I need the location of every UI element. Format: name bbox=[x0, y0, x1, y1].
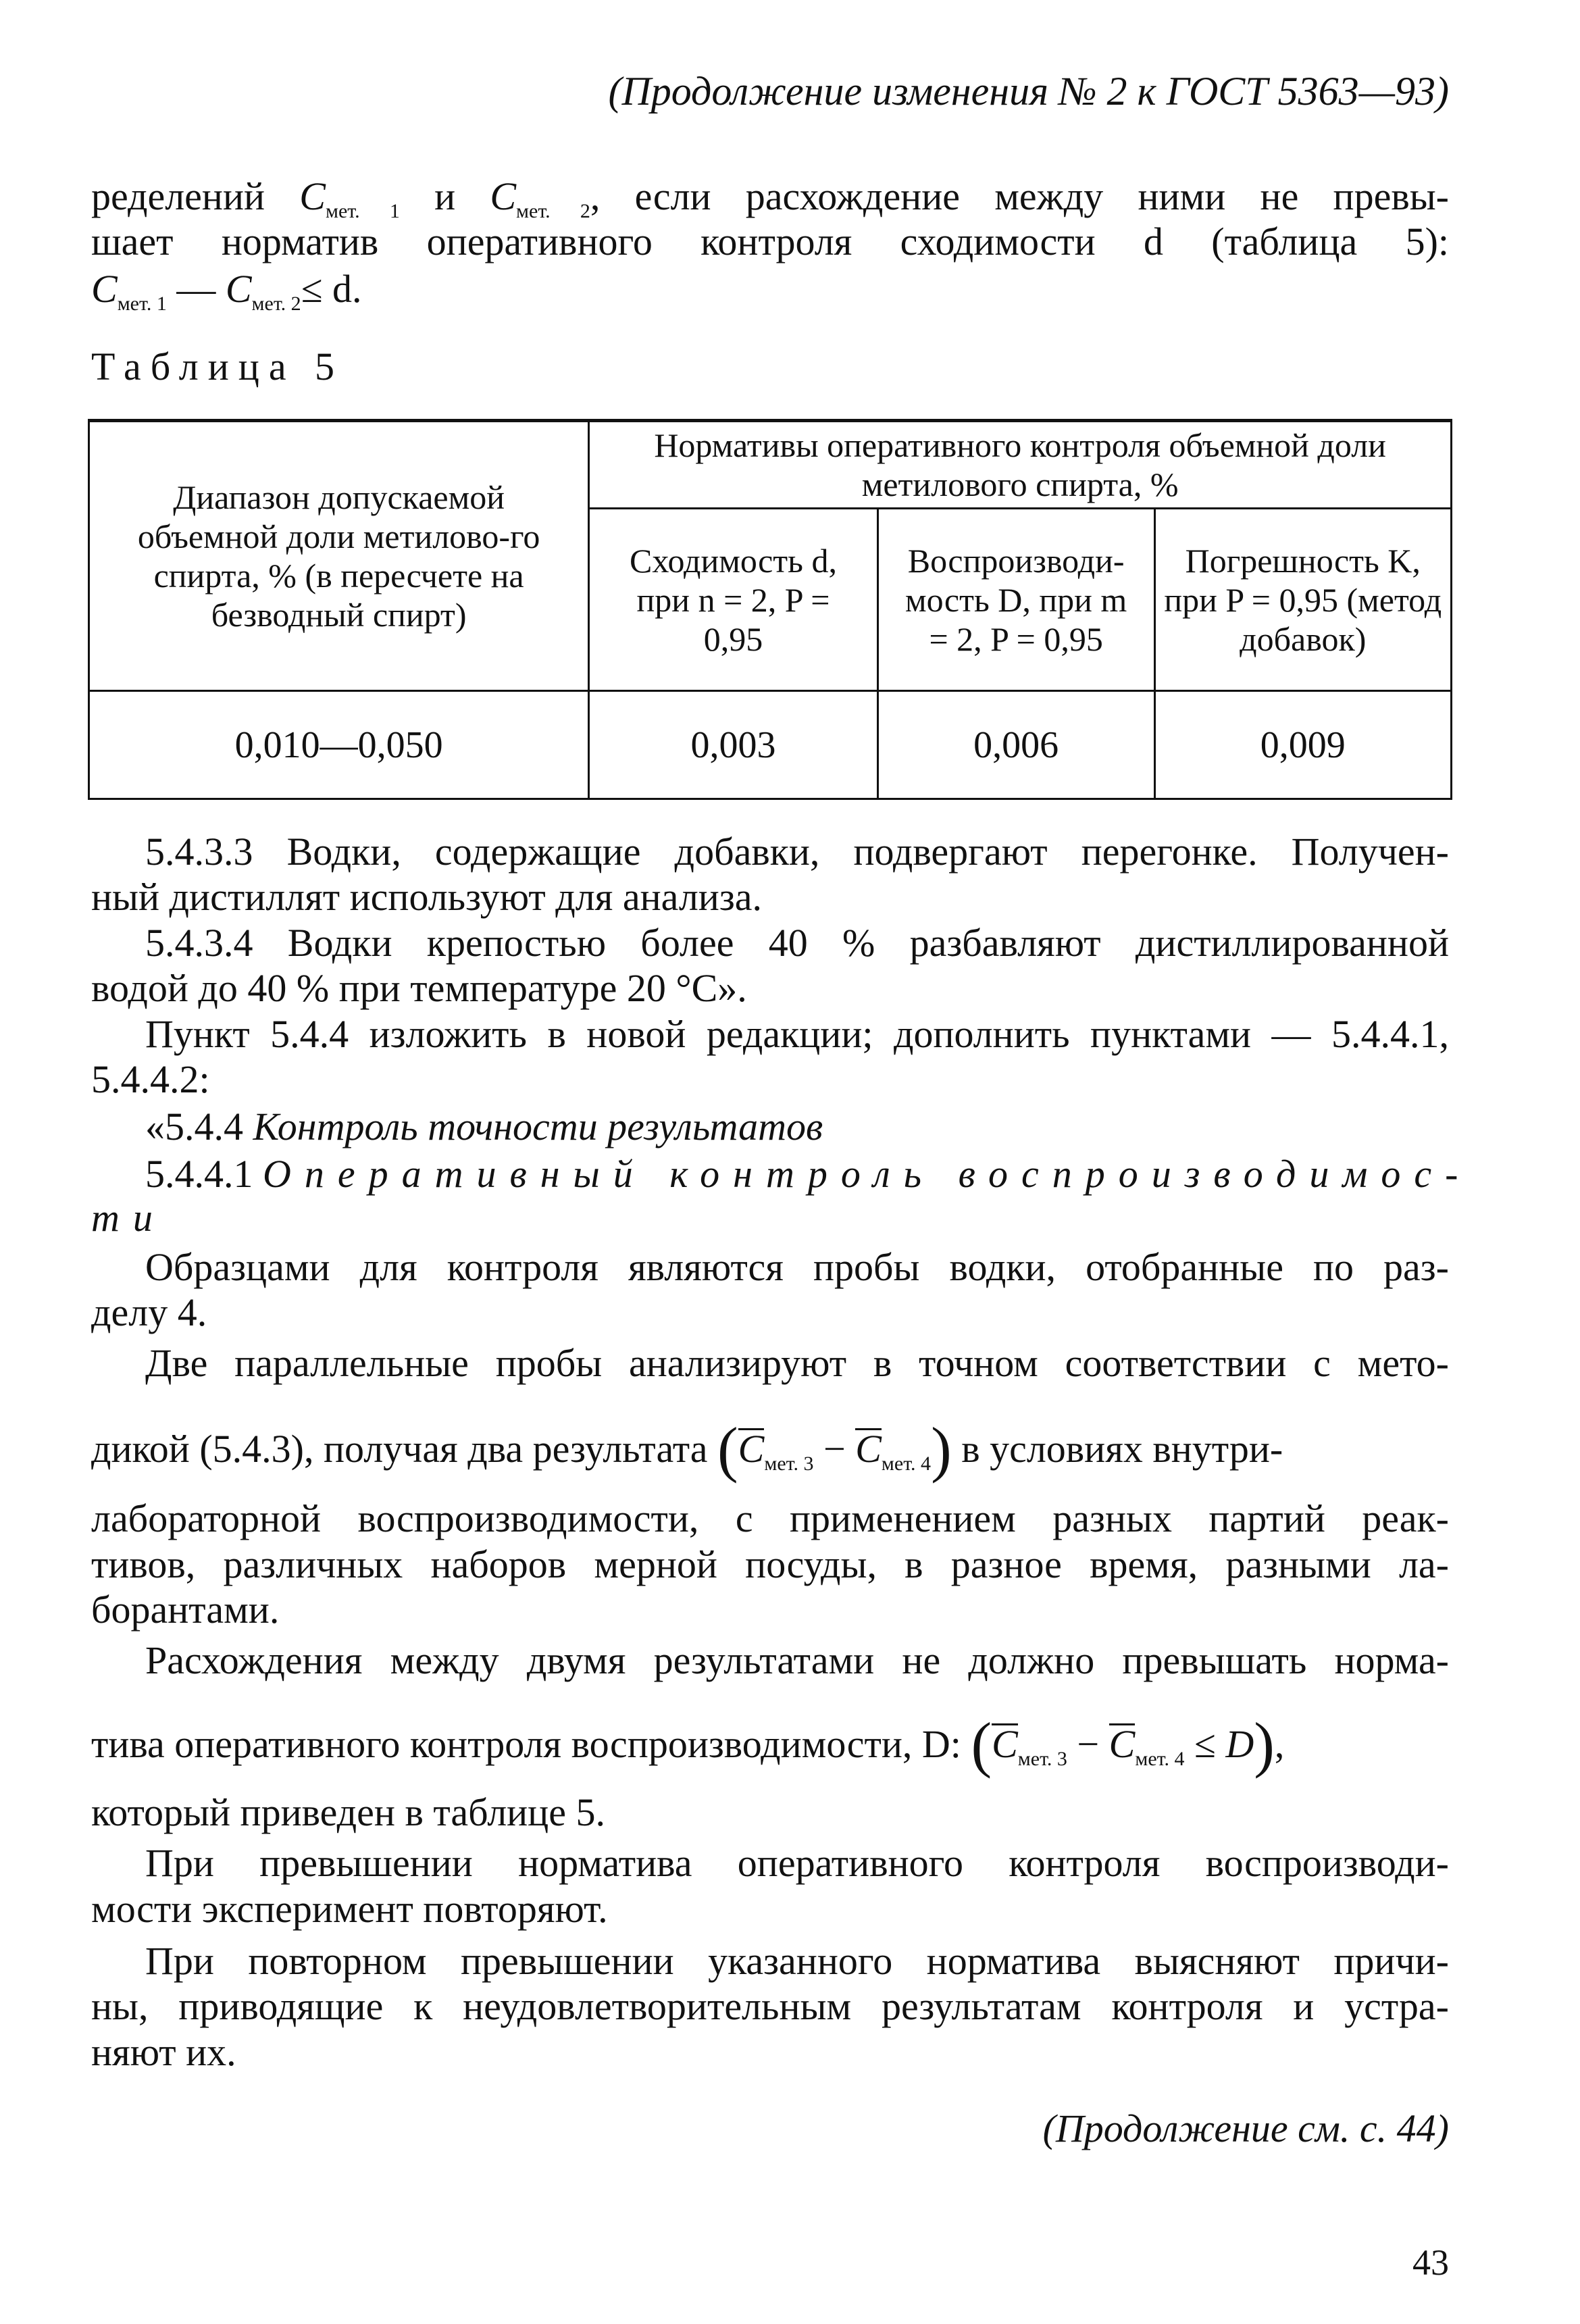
repeat-line-1: При повторном превышении указанного норматива выясняют причи- bbox=[145, 1939, 1449, 1983]
two-line-5: борантами. bbox=[91, 1588, 280, 1632]
header-col-d: Сходимость d, при n = 2, P = 0,95 bbox=[589, 509, 878, 691]
two-line-1: Две параллельные пробы анализируют в точном соответствии с мето- bbox=[145, 1341, 1449, 1385]
cell-K: 0,009 bbox=[1154, 691, 1451, 799]
para-5434-line-1: 5.4.3.4 Водки крепостью более 40 % разбавляют дистиллированной bbox=[145, 921, 1449, 965]
samples-line-2: делу 4. bbox=[91, 1290, 207, 1334]
page-number: 43 bbox=[1412, 2242, 1449, 2283]
para-5434-line-2: водой до 40 % при температуре 20 °С». bbox=[91, 966, 747, 1010]
cell-range: 0,010—0,050 bbox=[89, 691, 589, 799]
header-range: Диапазон допускаемой объемной доли метилово-го спирта, % (в пересчете на безводный спирт) bbox=[89, 421, 589, 691]
two-line-3: лабораторной воспроизводимости, с применением разных партий реак- bbox=[91, 1496, 1449, 1540]
cell-D: 0,006 bbox=[877, 691, 1154, 799]
intro-line-3: $C_{мет. 1}$ — $C_{мет. 2}\le d$. bbox=[91, 267, 362, 315]
para-544-line-2: 5.4.4.2: bbox=[91, 1057, 210, 1101]
repeat-line-3: няют их. bbox=[91, 2030, 236, 2074]
para-5433-line-1: 5.4.3.3 Водки, содержащие добавки, подвергают перегонке. Получен- bbox=[145, 830, 1449, 874]
header-group: Нормативы оперативного контроля объемной доли метилового спирта, % bbox=[589, 421, 1452, 509]
heading-5441: 5.4.4.1 Оперативный контроль воспроизводимос- bbox=[145, 1152, 1472, 1196]
table-row bbox=[89, 691, 1452, 799]
header-col-K: Погрешность K, при P = 0,95 (метод добавок) bbox=[1154, 509, 1451, 691]
heading-5441-line-2: ти bbox=[91, 1196, 166, 1240]
samples-line-1: Образцами для контроля являются пробы водки, отобранные по раз- bbox=[145, 1245, 1449, 1289]
table-caption: Таблица 5 bbox=[91, 345, 345, 388]
two-line-2: дикой (5.4.3), получая два результата $(C_{мет. 3} - C_{мет. 4})$ в условиях внутри- bbox=[91, 1415, 1283, 1484]
repeat-line-2: ны, приводящие к неудовлетворительным результатам контроля и устра- bbox=[91, 1984, 1449, 2028]
diff-line-1: Расхождения между двумя результатами не должно превышать норма- bbox=[145, 1638, 1449, 1682]
exceed-line-1: При превышении норматива оперативного контроля воспроизводи- bbox=[145, 1841, 1449, 1885]
footer-continuation: (Продолжение см. с. 44) bbox=[1042, 2106, 1449, 2150]
header-col-D: Воспроизводи-мость D, при m = 2, P = 0,95 bbox=[877, 509, 1154, 691]
two-line-4: тивов, различных наборов мерной посуды, в разное время, разными ла- bbox=[91, 1542, 1449, 1586]
intro-line-1: ределений $C_{мет. 1}$ и $C_{мет. 2}$, если расхождение между ними не превы- bbox=[91, 174, 1449, 222]
para-544-line-1: Пункт 5.4.4 изложить в новой редакции; дополнить пунктами — 5.4.4.1, bbox=[145, 1012, 1449, 1056]
para-5433-line-2: ный дистиллят используют для анализа. bbox=[91, 875, 762, 919]
diff-line-3: который приведен в таблице 5. bbox=[91, 1790, 605, 1834]
heading-544: «5.4.4 Контроль точности результатов bbox=[145, 1105, 823, 1148]
diff-line-2: тива оперативного контроля воспроизводимости, D: $(C_{мет. 3} - C_{мет. 4} \le D)$, bbox=[91, 1710, 1285, 1779]
intro-line-2: шает норматив оперативного контроля сходимости d (таблица 5): bbox=[91, 220, 1449, 263]
table-5 bbox=[88, 419, 1452, 800]
cell-d: 0,003 bbox=[589, 691, 878, 799]
exceed-line-2: мости эксперимент повторяют. bbox=[91, 1887, 608, 1931]
header-continuation: (Продолжение изменения № 2 к ГОСТ 5363—93) bbox=[608, 69, 1449, 113]
